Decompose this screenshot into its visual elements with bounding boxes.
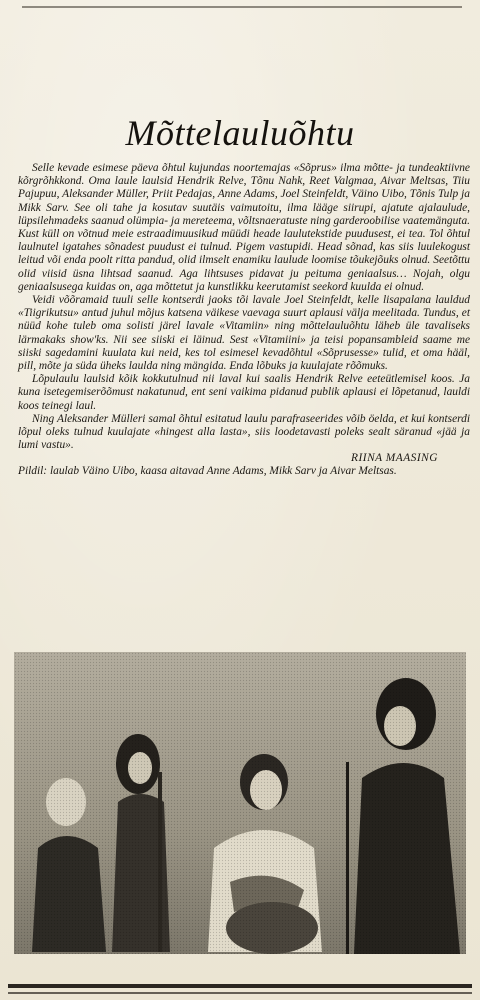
article-paragraph: Lõpulaulu laulsid kõik kokkutulnud nii laval kui saalis Hendrik Relve eeteütlemisel koos. Ja kuna isetegemiserõõmust nakatunud, ent seni vaikima pidanud publik aplausi ei lõpetanud, lauldi koos teinegi laul. bbox=[18, 373, 470, 412]
bottom-divider bbox=[8, 984, 472, 988]
article-paragraph: Veidi võõramaid tuuli selle kontserdi jaoks tõi lavale Joel Steinfeldt, kelle lisapalana lauldud «Tiigrikutsu» antud juhul mõjus katsena väikese vaevaga suurt aplausi välja meelitada. Tundus, et nüüd kohe tuleb oma solisti järel lavale «Vitamiin» ning mõttelauluõhtu läheb üle tavaliseks lärmakaks show'ks. Nii see siiski ei läinud. Sest «Vitamiini» ja teisi popansambleid saame me siiski sagedamini kuulata kui neid, kes tol esimesel kevadõhtul «Sõprusesse» tulid, et oma hääl, pill, mõte ja süda üheks laulda ning mängida. Enda lõbuks ja kuulajate rõõmuks. bbox=[18, 294, 470, 373]
concert-photo bbox=[14, 652, 466, 954]
photo-caption: Pildil: laulab Väino Uibo, kaasa aitavad Anne Adams, Mikk Sarv ja Aivar Meltsas. bbox=[18, 465, 397, 478]
top-divider bbox=[22, 6, 462, 8]
article-paragraph: Selle kevade esimese päeva õhtul kujundas noortemajas «Sõprus» ilma mõtte- ja tundeaktiivne kõrgrõhkkond. Oma laule laulsid Hendrik Relve, Tõnu Nahk, Reet Valgmaa, Aivar Meltsas, Tiiu Pajupuu, Aleksander Müller, Priit Pedajas, Anne Adams, Joel Steinfeldt, Väino Uibo, Tõnis Tulp ja Mikk Sarv. See oli tahe ja kosutav suutäis vaimutoitu, ilma lääge siirupi, ajatute ajalaulude, lüpsilehmadeks saanud olümpia- ja mereteema, võltsnaeratuste ning garderoobilise vaatemänguta. Kust küll on võtnud meie estraadimuusikud müüdi heade laulutekstide puudusest, ei tea. Tol õhtul laulnutel igatahes sõnadest puudust ei tulnud. Pigem vastupidi. Head sõnad, kas siis luulekogust leitud või enda poolt ritta pandud, olid ilmselt enamiku laulude loomise tõukejõuks olnud. Seetõttu olid viisid üsna lihtsad saanud. Aga lihtsuses pidavat ju peituma geniaalsus… Nojah, olgu geniaalsusega kuidas on, aga mõttetut ja kunstlikku keerutamist seekord kuulda ei olnud. bbox=[18, 162, 470, 293]
article-body bbox=[18, 162, 470, 479]
bottom-divider-thin bbox=[8, 992, 472, 994]
article-headline: Mõttelauluõhtu bbox=[125, 113, 355, 153]
author-signature: RIINA MAASING bbox=[351, 452, 438, 465]
article-paragraph: Ning Aleksander Mülleri samal õhtul esitatud laulu parafraseerides võib öelda, et kui kontserdi lõpul oleks tulnud kuulajate «hingest alla lasta», siis loodetavasti poleks sealt säranud «jää ja lumi vastu». bbox=[18, 412, 470, 452]
